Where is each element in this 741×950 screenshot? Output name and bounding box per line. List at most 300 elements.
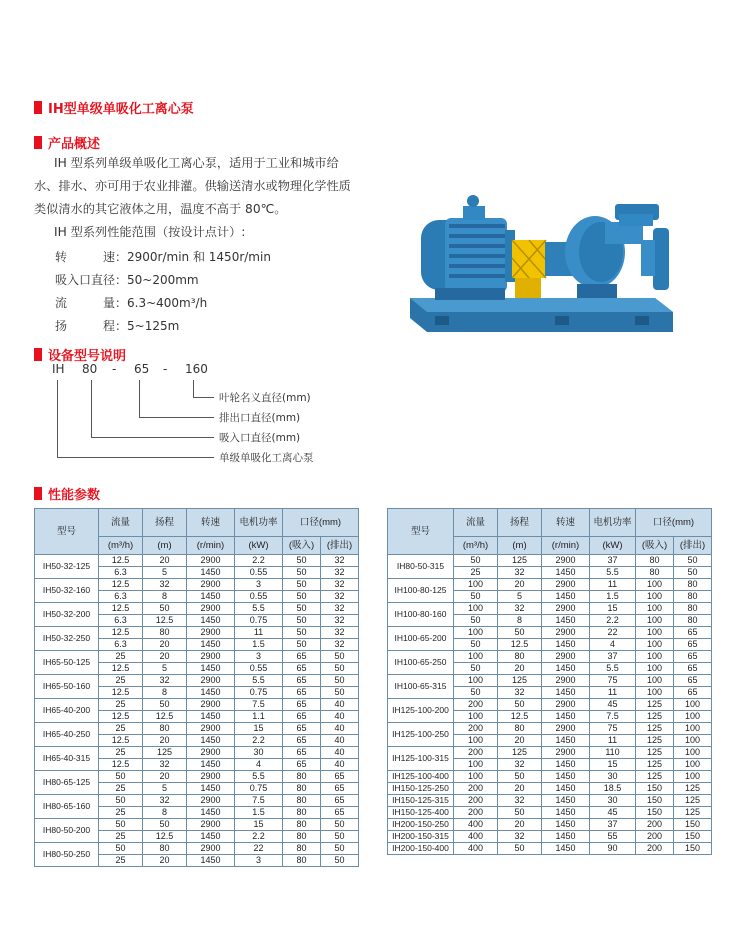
value-cell: 6.3 (99, 615, 143, 627)
value-cell: 2900 (187, 843, 235, 855)
value-cell: 5 (143, 567, 187, 579)
legend-connector (139, 380, 140, 417)
col-head: 扬程 (498, 509, 542, 537)
model-cell: IH65-40-315 (35, 747, 99, 771)
value-cell: 1450 (542, 843, 590, 855)
table-row (35, 747, 359, 759)
value-cell: 2900 (187, 651, 235, 663)
value-cell: 50 (99, 819, 143, 831)
value-cell: 40 (321, 711, 359, 723)
value-cell: 6.3 (99, 639, 143, 651)
value-cell: 40 (321, 747, 359, 759)
model-cell: IH200-150-250 (388, 819, 454, 831)
value-cell: 125 (674, 795, 712, 807)
value-cell: 25 (99, 699, 143, 711)
value-cell: 50 (283, 615, 321, 627)
value-cell: 8 (143, 591, 187, 603)
value-cell: 125 (498, 675, 542, 687)
value-cell: 20 (498, 819, 542, 831)
value-cell: 80 (674, 591, 712, 603)
value-cell: 50 (143, 819, 187, 831)
value-cell: 20 (498, 735, 542, 747)
range-title: IH 型系列性能范围（按设计点计）: (54, 225, 246, 239)
value-cell: 32 (321, 579, 359, 591)
value-cell: 100 (636, 651, 674, 663)
value-cell: 50 (454, 639, 498, 651)
value-cell: 1450 (187, 855, 235, 867)
overview-heading-text: 产品概述 (48, 137, 101, 152)
table-row (35, 603, 359, 615)
value-cell: 12.5 (99, 579, 143, 591)
table-row (35, 675, 359, 687)
value-cell: 100 (636, 591, 674, 603)
value-cell: 2900 (187, 555, 235, 567)
code-dash-2: - (163, 362, 168, 376)
value-cell: 65 (283, 759, 321, 771)
value-cell: 1450 (542, 819, 590, 831)
value-cell: 50 (283, 603, 321, 615)
value-cell: 80 (143, 843, 187, 855)
value-cell: 22 (590, 627, 636, 639)
value-cell: 50 (321, 819, 359, 831)
value-cell: 2900 (187, 771, 235, 783)
model-cell: IH100-80-160 (388, 603, 454, 627)
value-cell: 12.5 (99, 627, 143, 639)
value-cell: 65 (674, 627, 712, 639)
value-cell: 80 (283, 831, 321, 843)
value-cell: 1450 (542, 663, 590, 675)
value-cell: 2900 (542, 555, 590, 567)
value-cell: 100 (674, 771, 712, 783)
value-cell: 5.5 (235, 771, 283, 783)
legend-connector (193, 397, 214, 398)
value-cell: 50 (321, 855, 359, 867)
value-cell: 65 (674, 639, 712, 651)
value-cell: 50 (498, 843, 542, 855)
value-cell: 1450 (187, 639, 235, 651)
value-cell: 65 (321, 807, 359, 819)
value-cell: 50 (498, 627, 542, 639)
value-cell: 400 (454, 831, 498, 843)
table-row (35, 627, 359, 639)
model-cell: IH150-125-400 (388, 807, 454, 819)
value-cell: 3 (235, 579, 283, 591)
value-cell: 11 (590, 735, 636, 747)
value-cell: 200 (454, 747, 498, 759)
value-cell: 7.5 (235, 795, 283, 807)
value-cell: 150 (636, 783, 674, 795)
spec-value: 50~200mm (127, 273, 199, 287)
params-heading (34, 484, 100, 503)
code-impeller: 160 (185, 362, 208, 376)
value-cell: 4 (590, 639, 636, 651)
model-cell: IH100-65-200 (388, 627, 454, 651)
value-cell: 65 (283, 663, 321, 675)
model-cell: IH125-100-250 (388, 723, 454, 747)
params-heading-text: 性能参数 (48, 488, 101, 503)
value-cell: 18.5 (590, 783, 636, 795)
value-cell: 80 (283, 819, 321, 831)
value-cell: 2900 (542, 723, 590, 735)
value-cell: 50 (454, 615, 498, 627)
value-cell: 20 (498, 663, 542, 675)
value-cell: 1450 (542, 783, 590, 795)
value-cell: 40 (321, 759, 359, 771)
value-cell: 200 (636, 819, 674, 831)
value-cell: 50 (283, 627, 321, 639)
value-cell: 37 (590, 651, 636, 663)
spec-label: 吸入口直径 (55, 273, 116, 287)
value-cell: 1450 (187, 687, 235, 699)
value-cell: 125 (636, 699, 674, 711)
value-cell: 2900 (542, 651, 590, 663)
value-cell: 100 (454, 603, 498, 615)
value-cell: 20 (498, 579, 542, 591)
value-cell: 20 (143, 555, 187, 567)
value-cell: 6.3 (99, 591, 143, 603)
value-cell: 2.2 (235, 555, 283, 567)
value-cell: 5 (143, 783, 187, 795)
table-row (388, 555, 712, 567)
value-cell: 50 (498, 807, 542, 819)
value-cell: 50 (454, 663, 498, 675)
value-cell: 40 (321, 723, 359, 735)
value-cell: 125 (498, 555, 542, 567)
value-cell: 100 (636, 675, 674, 687)
value-cell: 150 (674, 843, 712, 855)
value-cell: 1.5 (590, 591, 636, 603)
value-cell: 50 (283, 591, 321, 603)
value-cell: 2900 (187, 795, 235, 807)
value-cell: 2900 (187, 819, 235, 831)
table-row (388, 651, 712, 663)
value-cell: 30 (590, 771, 636, 783)
value-cell: 80 (283, 843, 321, 855)
value-cell: 50 (674, 567, 712, 579)
value-cell: 8 (498, 615, 542, 627)
value-cell: 32 (498, 687, 542, 699)
legend-outlet: 排出口直径(mm) (219, 412, 301, 424)
legend-connector (57, 380, 58, 457)
table-row (388, 783, 712, 795)
value-cell: 65 (674, 687, 712, 699)
col-suction: (吸入) (283, 537, 321, 555)
value-cell: 150 (636, 807, 674, 819)
value-cell: 25 (99, 747, 143, 759)
overview-line-2: 水、排水、亦可用于农业排灌。供输送清水或物理化学性质 (34, 179, 351, 193)
value-cell: 32 (498, 567, 542, 579)
value-cell: 2900 (187, 747, 235, 759)
value-cell: 200 (454, 723, 498, 735)
value-cell: 32 (143, 759, 187, 771)
value-cell: 12.5 (143, 831, 187, 843)
value-cell: 80 (283, 807, 321, 819)
value-cell: 2900 (542, 675, 590, 687)
value-cell: 25 (99, 675, 143, 687)
table-row (388, 771, 712, 783)
value-cell: 30 (590, 795, 636, 807)
model-cell: IH50-32-250 (35, 627, 99, 651)
value-cell: 2900 (187, 603, 235, 615)
col-flow: 流量 (99, 509, 143, 537)
value-cell: 200 (454, 807, 498, 819)
model-cell: IH100-65-315 (388, 675, 454, 699)
value-cell: 15 (590, 603, 636, 615)
col-flow: 流量 (454, 509, 498, 537)
value-cell: 20 (143, 855, 187, 867)
value-cell: 7.5 (235, 699, 283, 711)
col-speed-unit: (r/min) (542, 537, 590, 555)
value-cell: 200 (636, 831, 674, 843)
value-cell: 25 (99, 831, 143, 843)
value-cell: 40 (321, 735, 359, 747)
pump-image (405, 180, 690, 350)
value-cell: 8 (143, 687, 187, 699)
code-outlet: 65 (134, 362, 150, 376)
value-cell: 25 (99, 855, 143, 867)
value-cell: 90 (590, 843, 636, 855)
col-discharge: (排出) (321, 537, 359, 555)
value-cell: 3 (235, 651, 283, 663)
spec-label: 转 速 (55, 250, 115, 264)
value-cell: 2900 (542, 627, 590, 639)
value-cell: 100 (454, 675, 498, 687)
model-cell: IH100-80-125 (388, 579, 454, 603)
value-cell: 50 (99, 771, 143, 783)
spec-label: 流 量 (55, 296, 115, 310)
value-cell: 80 (498, 651, 542, 663)
value-cell: 1450 (542, 591, 590, 603)
value-cell: 65 (283, 711, 321, 723)
value-cell: 200 (636, 843, 674, 855)
model-cell: IH150-125-250 (388, 783, 454, 795)
col-model: 型号 (388, 509, 454, 555)
value-cell: 25 (99, 723, 143, 735)
value-cell: 100 (674, 723, 712, 735)
value-cell: 2900 (542, 699, 590, 711)
main-title (34, 98, 194, 117)
legend-connector (91, 380, 92, 437)
value-cell: 125 (636, 723, 674, 735)
col-speed-unit: (r/min) (187, 537, 235, 555)
value-cell: 1450 (542, 771, 590, 783)
value-cell: 5.5 (235, 675, 283, 687)
table-row (35, 651, 359, 663)
value-cell: 32 (498, 759, 542, 771)
value-cell: 6.3 (99, 567, 143, 579)
value-cell: 50 (143, 699, 187, 711)
table-body (388, 555, 712, 855)
table-row (388, 747, 712, 759)
value-cell: 80 (674, 615, 712, 627)
model-cell: IH50-32-160 (35, 579, 99, 603)
value-cell: 15 (235, 819, 283, 831)
overview-line-3: 类似清水的其它液体之用，温度不高于 80℃。 (34, 202, 287, 216)
table-body (35, 555, 359, 867)
value-cell: 80 (143, 627, 187, 639)
value-cell: 50 (283, 555, 321, 567)
value-cell: 1.1 (235, 711, 283, 723)
table-row (388, 627, 712, 639)
col-diameter: 口径(mm) (283, 509, 359, 537)
value-cell: 50 (454, 591, 498, 603)
col-discharge: (排出) (674, 537, 712, 555)
table-row (388, 795, 712, 807)
value-cell: 1450 (542, 807, 590, 819)
model-cell: IH125-100-400 (388, 771, 454, 783)
model-cell: IH125-100-315 (388, 747, 454, 771)
value-cell: 4 (235, 759, 283, 771)
col-power: 电机功率 (235, 509, 283, 537)
col-power-unit: (kW) (235, 537, 283, 555)
value-cell: 65 (674, 675, 712, 687)
value-cell: 1.5 (235, 807, 283, 819)
legend-inlet: 吸入口直径(mm) (219, 432, 301, 444)
value-cell: 100 (454, 771, 498, 783)
value-cell: 65 (283, 651, 321, 663)
value-cell: 12.5 (143, 711, 187, 723)
value-cell: 32 (321, 591, 359, 603)
spec-head: 扬 程：5~125m (55, 319, 180, 333)
value-cell: 2900 (187, 579, 235, 591)
model-cell: IH65-40-200 (35, 699, 99, 723)
value-cell: 1450 (187, 735, 235, 747)
value-cell: 50 (454, 555, 498, 567)
value-cell: 40 (321, 699, 359, 711)
value-cell: 80 (674, 579, 712, 591)
col-speed: 转速 (187, 509, 235, 537)
value-cell: 80 (143, 723, 187, 735)
value-cell: 5 (498, 591, 542, 603)
overview-line-1: IH 型系列单级单吸化工离心泵，适用于工业和城市给 (54, 156, 339, 170)
value-cell: 2.2 (590, 615, 636, 627)
value-cell: 12.5 (99, 555, 143, 567)
value-cell: 50 (321, 687, 359, 699)
table-row (388, 699, 712, 711)
overview-heading (34, 133, 100, 152)
value-cell: 125 (636, 735, 674, 747)
legend-impeller: 叶轮名义直径(mm) (219, 392, 311, 404)
legend-connector (91, 437, 214, 438)
col-head-unit: (m) (143, 537, 187, 555)
value-cell: 1450 (542, 831, 590, 843)
value-cell: 32 (321, 603, 359, 615)
value-cell: 25 (99, 651, 143, 663)
value-cell: 50 (321, 843, 359, 855)
value-cell: 0.55 (235, 591, 283, 603)
value-cell: 45 (590, 807, 636, 819)
spec-inlet: 吸入口直径：50~200mm (55, 273, 199, 287)
value-cell: 1450 (542, 615, 590, 627)
value-cell: 1450 (542, 735, 590, 747)
value-cell: 1450 (187, 759, 235, 771)
value-cell: 125 (636, 747, 674, 759)
value-cell: 20 (143, 735, 187, 747)
table-row (388, 807, 712, 819)
value-cell: 100 (674, 711, 712, 723)
value-cell: 80 (674, 603, 712, 615)
value-cell: 2.2 (235, 831, 283, 843)
performance-table-right (387, 508, 712, 855)
value-cell: 400 (454, 843, 498, 855)
value-cell: 32 (321, 639, 359, 651)
value-cell: 100 (636, 663, 674, 675)
value-cell: 2900 (187, 627, 235, 639)
value-cell: 25 (99, 783, 143, 795)
value-cell: 50 (321, 831, 359, 843)
value-cell: 100 (636, 687, 674, 699)
table-row (388, 723, 712, 735)
value-cell: 50 (99, 795, 143, 807)
value-cell: 1450 (542, 759, 590, 771)
value-cell: 32 (498, 603, 542, 615)
value-cell: 11 (590, 579, 636, 591)
value-cell: 80 (283, 783, 321, 795)
table-row (388, 675, 712, 687)
table-row (35, 579, 359, 591)
value-cell: 80 (283, 771, 321, 783)
value-cell: 32 (321, 567, 359, 579)
value-cell: 5.5 (235, 603, 283, 615)
value-cell: 100 (636, 579, 674, 591)
value-cell: 5.5 (590, 663, 636, 675)
model-marker (34, 348, 42, 361)
value-cell: 65 (283, 747, 321, 759)
value-cell: 80 (283, 855, 321, 867)
model-cell: IH125-100-200 (388, 699, 454, 723)
value-cell: 8 (143, 807, 187, 819)
model-cell: IH80-65-160 (35, 795, 99, 819)
value-cell: 65 (321, 771, 359, 783)
value-cell: 100 (674, 759, 712, 771)
value-cell: 2900 (187, 699, 235, 711)
value-cell: 20 (143, 651, 187, 663)
title-marker (34, 101, 42, 114)
model-cell: IH65-40-250 (35, 723, 99, 747)
value-cell: 100 (454, 711, 498, 723)
value-cell: 125 (636, 711, 674, 723)
value-cell: 1450 (542, 639, 590, 651)
value-cell: 50 (454, 687, 498, 699)
value-cell: 12.5 (99, 735, 143, 747)
table-row (388, 603, 712, 615)
spec-flow: 流 量：6.3~400m³/h (55, 296, 208, 310)
value-cell: 25 (99, 807, 143, 819)
model-cell: IH100-65-250 (388, 651, 454, 675)
value-cell: 65 (321, 783, 359, 795)
col-flow-unit: (m³/h) (454, 537, 498, 555)
table-row (35, 699, 359, 711)
col-flow-unit: (m³/h) (99, 537, 143, 555)
value-cell: 32 (143, 675, 187, 687)
col-head-unit: (m) (498, 537, 542, 555)
value-cell: 15 (590, 759, 636, 771)
col-speed: 转速 (542, 509, 590, 537)
value-cell: 80 (636, 555, 674, 567)
table-row (388, 843, 712, 855)
value-cell: 7.5 (590, 711, 636, 723)
value-cell: 12.5 (99, 759, 143, 771)
value-cell: 32 (498, 831, 542, 843)
value-cell: 1450 (542, 795, 590, 807)
value-cell: 65 (674, 651, 712, 663)
value-cell: 1450 (187, 567, 235, 579)
value-cell: 125 (636, 759, 674, 771)
value-cell: 50 (321, 675, 359, 687)
value-cell: 150 (674, 831, 712, 843)
value-cell: 100 (636, 639, 674, 651)
col-power-unit: (kW) (590, 537, 636, 555)
